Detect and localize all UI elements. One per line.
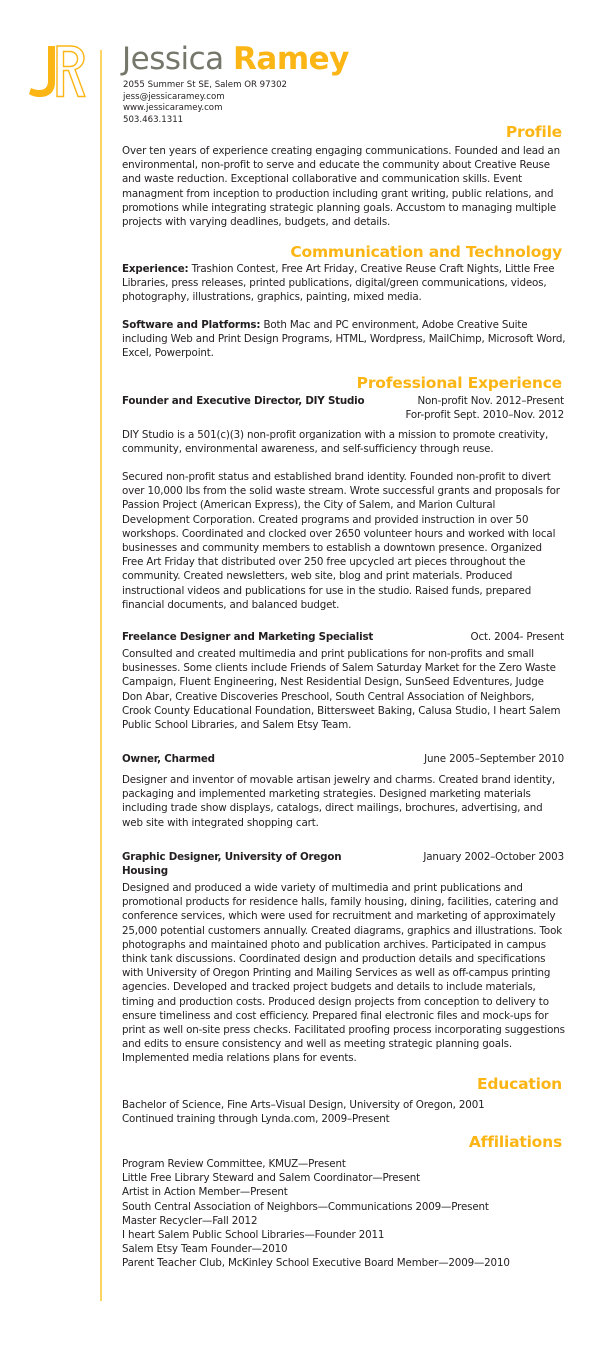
last-name: Ramey: [233, 41, 349, 77]
affiliation-item: Master Recycler—Fall 2012: [122, 1214, 258, 1227]
jr-monogram-logo-icon: [28, 44, 88, 100]
candidate-name: [122, 41, 349, 77]
affiliation-item: Parent Teacher Club, McKinley School Executive Board Member—2009—2010: [122, 1257, 510, 1270]
vertical-rule: [100, 50, 102, 1301]
software-skills: [122, 318, 566, 361]
job-date: January 2002–October 2003: [423, 851, 564, 863]
affiliation-item: Program Review Committee, KMUZ—Present: [122, 1158, 346, 1170]
job-title: Freelance Designer and Marketing Specialist: [122, 631, 374, 643]
education-item: Continued training through Lynda.com, 2009–Present: [122, 1113, 390, 1126]
phone: 503.463.1311: [123, 114, 184, 125]
profile-text: Over ten years of experience creating engaging communications. Founded and lead an environmental, non-profit to serve and educate the community about Creative Reuse and waste reduction. Exceptional collaborative and communication skills. Event managment from inception to production including grant writing, public relations, and promotions while integrating strategic planning goals. Accustom to managing multiple projects with varying deadlines, budgets, and details.: [122, 145, 560, 229]
experience-heading: Professional Experience: [356, 374, 562, 392]
affiliation-item: I heart Salem Public School Libraries—Founder 2011: [122, 1229, 385, 1242]
job-description: Designed and produced a wide variety of multimedia and print publications and promotional products for residence halls, family housing, dining, facilities, catering and conference services, which were used for recruitment and marketing of approximately 25,000 potential customers annually. Created diagrams, graphics and illustrations. Took photographs and maintained photo and publication archives. Participated in campus think tank discussions. Coordinated design and production details and specifications with University of Oregon Printing and Mailing Services as well as off-campus printing agencies. Developed and tracked project budgets and details to include materials, timing and production costs. Produced design projects from conception to delivery to ensure timeliness and cost efficiency. Prepared final electronic files and mock-ups for print as well on-site press checks. Facilitated proofing process incorporating suggestions and edits to ensure consistency and well as meeting strategic planning goals. Implemented media relations plans for events.: [122, 882, 565, 1065]
email-link[interactable]: jess@jessicaramey.com: [123, 91, 225, 102]
job-title: Owner, Charmed: [122, 753, 215, 765]
job-description: Secured non-profit status and established brand identity. Founded non-profit to divert over 10,000 lbs from the solid waste stream. Wrote successful grants and proposals for Passion Project (American Express), the City of Salem, and Marion Cultural Development Corporation. Created programs and provided instruction in over 50 workshops. Coordinated and clocked over 2650 volunteer hours and worked with local businesses and community members to establish a downtown presence. Organized Free Art Friday that distributed over 250 free upcycled art pieces throughout the community. Created newsletters, web site, blog and print materials. Produced instructional videos and publications for use in the studio. Raised funds, prepared financial documents, and balanced budget.: [122, 471, 560, 611]
experience-label: Experience:: [122, 263, 189, 275]
software-text: Both Mac and PC environment, Adobe Creative Suite including Web and Print Design Programs, HTML, Wordpress, MailChimp, Microsoft Word, Excel, Powerpoint.: [122, 319, 566, 360]
education-heading: Education: [477, 1075, 562, 1093]
affiliation-item: Little Free Library Steward and Salem Coordinator—Present: [122, 1172, 421, 1185]
communication-heading: Communication and Technology: [290, 243, 562, 261]
address: 2055 Summer St SE, Salem OR 97302: [123, 80, 288, 90]
job-title: Founder and Executive Director, DIY Studio: [122, 395, 365, 407]
affiliations-list: [122, 1157, 566, 1271]
job-title: Graphic Designer, University of Oregon: [122, 851, 342, 863]
job-date: June 2005–September 2010: [424, 753, 564, 765]
website-link[interactable]: www.jessicaramey.com: [123, 103, 223, 113]
job-description: Consulted and created multimedia and print publications for non-profits and small businesses. Some clients include Friends of Salem Saturday Market for the Zero Waste Campaign, Fluent Engineering, Nest Residential Design, SunSeed Edventures, Judge Don Abar, Creative Discoveries Preschool, South Central Association of Neighbors, Crook County Educational Foundation, Bittersweet Baking, Calusa Studio, I heart Salem Public School Libraries, and Salem Etsy Team.: [122, 648, 561, 732]
affiliation-item: Salem Etsy Team Founder—2010: [122, 1243, 288, 1256]
experience-skills: [122, 262, 566, 305]
education-item: Bachelor of Science, Fine Arts–Visual Design, University of Oregon, 2001: [122, 1099, 485, 1111]
job-intro: DIY Studio is a 501(c)(3) non-profit organization with a mission to promote creativity, community, environmental awareness, and self-sufficiency through reuse.: [122, 429, 549, 456]
profile-heading: Profile: [505, 123, 562, 141]
job-description: Designer and inventor of movable artisan jewelry and charms. Created brand identity, packaging and implemented marketing strategies. Designed marketing materials including trade show displays, catalogs, direct mailings, brochures, advertising, and web site with integrated shopping cart.: [122, 774, 556, 829]
affiliations-heading: Affiliations: [468, 1133, 562, 1151]
education-list: [122, 1098, 566, 1126]
first-name: Jessica: [122, 41, 224, 77]
contact-info: [123, 80, 287, 126]
job-title-continued: Housing: [122, 865, 168, 877]
job-date-secondary: For-profit Sept. 2010–Nov. 2012: [405, 409, 564, 421]
affiliation-item: Artist in Action Member—Present: [122, 1186, 288, 1199]
job-date: Oct. 2004- Present: [470, 631, 564, 643]
affiliation-item: South Central Association of Neighbors—Communications 2009—Present: [122, 1200, 489, 1213]
software-label: Software and Platforms:: [122, 319, 261, 331]
job-date: Non-profit Nov. 2012–Present: [417, 395, 564, 407]
experience-text: Trashion Contest, Free Art Friday, Creative Reuse Craft Nights, Little Free Libraries, press releases, printed publications, digital/green communications, videos, photography, illustrations, graphics, painting, mixed media.: [122, 263, 555, 304]
